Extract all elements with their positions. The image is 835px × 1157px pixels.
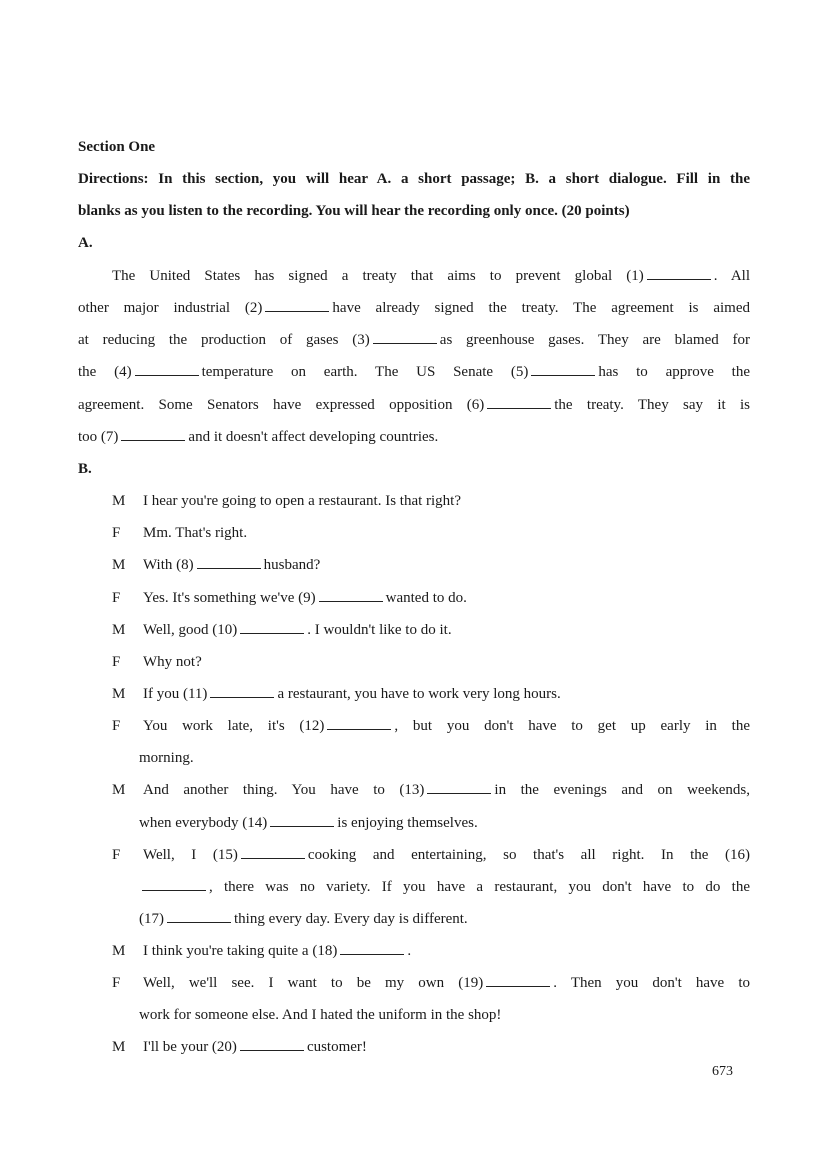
answer-blank-2[interactable] [265, 299, 329, 312]
dialogue-line: I'll be your (20) customer! [143, 1039, 367, 1055]
answer-blank-20[interactable] [240, 1038, 304, 1051]
answer-blank-3[interactable] [373, 331, 437, 344]
speaker-label: M [112, 557, 126, 573]
directions-line-2: blanks as you listen to the recording. You will hear the recording only once. (20 points) [78, 203, 630, 219]
speaker-label: F [112, 975, 121, 991]
answer-blank-15[interactable] [241, 846, 305, 859]
answer-blank-11[interactable] [210, 685, 274, 698]
speaker-label: M [112, 1039, 126, 1055]
dialogue-line: I hear you're going to open a restaurant. Is that right? [143, 493, 462, 509]
answer-blank-12[interactable] [327, 717, 391, 730]
passage-line: agreement. Some Senators have expressed opposition (6) the treaty. They say it is [78, 397, 751, 413]
directions-line-1: Directions: In this section, you will hear A. a short passage; B. a short dialogue. Fill in the [78, 171, 750, 187]
dialogue-line: You work late, it's (12) , but you don't have to get up early in the [143, 718, 750, 734]
dialogue-line: With (8) husband? [143, 557, 321, 573]
answer-blank-18[interactable] [340, 942, 404, 955]
answer-blank-5[interactable] [531, 363, 595, 376]
dialogue-line: Why not? [143, 654, 202, 670]
dialogue-line: I think you're taking quite a (18) . [143, 943, 412, 959]
dialogue-line: Well, we'll see. I want to be my own (19) . Then you don't have to [143, 975, 750, 991]
page-number: 673 [712, 1064, 733, 1079]
part-a-label: A. [78, 235, 93, 251]
dialogue-line: (17) thing every day. Every day is different. [139, 911, 468, 927]
answer-blank-1[interactable] [647, 267, 711, 280]
speaker-label: F [112, 654, 121, 670]
answer-blank-19[interactable] [486, 974, 550, 987]
passage-line: The United States has signed a treaty that aims to prevent global (1) . All [112, 268, 751, 284]
speaker-label: F [112, 525, 121, 541]
answer-blank-16[interactable] [142, 878, 206, 891]
dialogue-line: when everybody (14) is enjoying themselves. [139, 815, 478, 831]
dialogue-line: Yes. It's something we've (9) wanted to do. [143, 590, 467, 606]
answer-blank-4[interactable] [135, 363, 199, 376]
answer-blank-6[interactable] [487, 396, 551, 409]
speaker-label: M [112, 686, 126, 702]
dialogue-line: Well, I (15) cooking and entertaining, so that's all right. In the (16) [143, 847, 751, 863]
dialogue-line: work for someone else. And I hated the uniform in the shop! [139, 1007, 502, 1023]
part-b-label: B. [78, 461, 92, 477]
dialogue-line: Well, good (10) . I wouldn't like to do it. [143, 622, 452, 638]
passage-line: the (4) temperature on earth. The US Senate (5) has to approve the [78, 364, 750, 380]
answer-blank-8[interactable] [197, 556, 261, 569]
answer-blank-10[interactable] [240, 621, 304, 634]
speaker-label: F [112, 718, 121, 734]
answer-blank-7[interactable] [121, 428, 185, 441]
passage-line: too (7) and it doesn't affect developing countries. [78, 429, 439, 445]
passage-line: at reducing the production of gases (3) as greenhouse gases. They are blamed for [78, 332, 751, 348]
answer-blank-13[interactable] [427, 781, 491, 794]
dialogue-line: Mm. That's right. [143, 525, 248, 541]
passage-line: other major industrial (2) have already signed the treaty. The agreement is aimed [78, 300, 750, 316]
answer-blank-14[interactable] [270, 814, 334, 827]
speaker-label: M [112, 782, 126, 798]
dialogue-line: And another thing. You have to (13) in the evenings and on weekends, [143, 782, 750, 798]
dialogue-line: morning. [139, 750, 194, 766]
dialogue-line: , there was no variety. If you have a restaurant, you don't have to do the [139, 878, 750, 896]
answer-blank-17[interactable] [167, 910, 231, 923]
speaker-label: F [112, 847, 121, 863]
speaker-label: M [112, 943, 126, 959]
dialogue-line: If you (11) a restaurant, you have to work very long hours. [143, 686, 561, 702]
section-title: Section One [78, 139, 156, 155]
answer-blank-9[interactable] [319, 589, 383, 602]
speaker-label: M [112, 622, 126, 638]
speaker-label: F [112, 590, 121, 606]
speaker-label: M [112, 493, 126, 509]
